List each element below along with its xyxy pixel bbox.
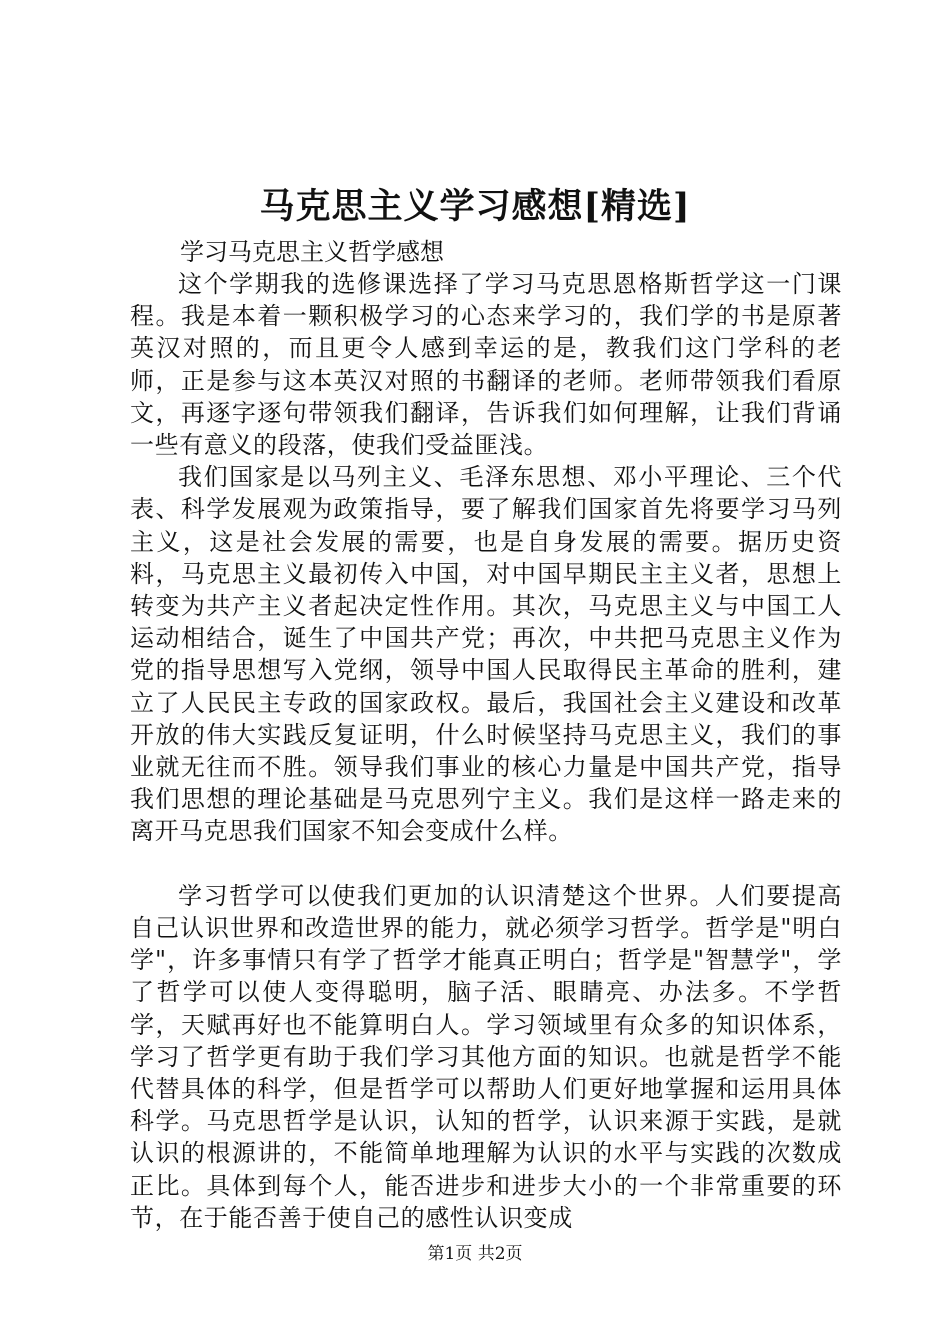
paragraph-gap: [130, 848, 842, 880]
document-subtitle: 学习马克思主义哲学感想: [180, 238, 444, 266]
paragraph-3: 学习哲学可以使我们更加的认识清楚这个世界。人们要提高自己认识世界和改造世界的能力，就必须学习哲学。哲学是"明白学"，许多事情只有学了哲学才能真正明白；哲学是"智慧学"，学了哲学可以使人变得聪明，脑子活、眼睛亮、办法多。不学哲学，天赋再好也不能算明白人。学习领域里有众多的知识体系，学习了哲学更有助于我们学习其他方面的知识。也就是哲学不能代替具体的科学，但是哲学可以帮助人们更好地掌握和运用具体科学。马克思哲学是认识，认知的哲学，认识来源于实践，是就认识的根源讲的，不能简单地理解为认识的水平与实践的次数成正比。具体到每个人，能否进步和进步大小的一个非常重要的环节，在于能否善于使自己的感性认识变成: [130, 881, 842, 1232]
paragraph-1: 这个学期我的选修课选择了学习马克思恩格斯哲学这一门课程。我是本着一颗积极学习的心态来学习的，我们学的书是原著英汉对照的，而且更令人感到幸运的是，教我们这门学科的老师，正是参与这本英汉对照的书翻译的老师。老师带领我们看原文，再逐字逐句带领我们翻译，告诉我们如何理解，让我们背诵一些有意义的段落，使我们受益匪浅。: [130, 270, 842, 460]
page-indicator: 第1页 共2页: [427, 1244, 523, 1264]
paragraph-2: 我们国家是以马列主义、毛泽东思想、邓小平理论、三个代表、科学发展观为政策指导，要了解我们国家首先将要学习马列主义，这是社会发展的需要，也是自身发展的需要。据历史资料，马克思主义最初传入中国，对中国早期民主主义者，思想上转变为共产主义者起决定性作用。其次，马克思主义与中国工人运动相结合，诞生了中国共产党；再次，中共把马克思主义作为党的指导思想写入党纲，领导中国人民取得民主革命的胜利，建立了人民民主专政的国家政权。最后，我国社会主义建设和改革开放的伟大实践反复证明，什么时候坚持马克思主义，我们的事业就无往而不胜。领导我们事业的核心力量是中国共产党，指导我们思想的理论基础是马克思列宁主义。我们是这样一路走来的离开马克思我们国家不知会变成什么样。: [130, 463, 842, 846]
document-body: [130, 268, 842, 1234]
document-title: 马克思主义学习感想[精选]: [259, 186, 691, 227]
